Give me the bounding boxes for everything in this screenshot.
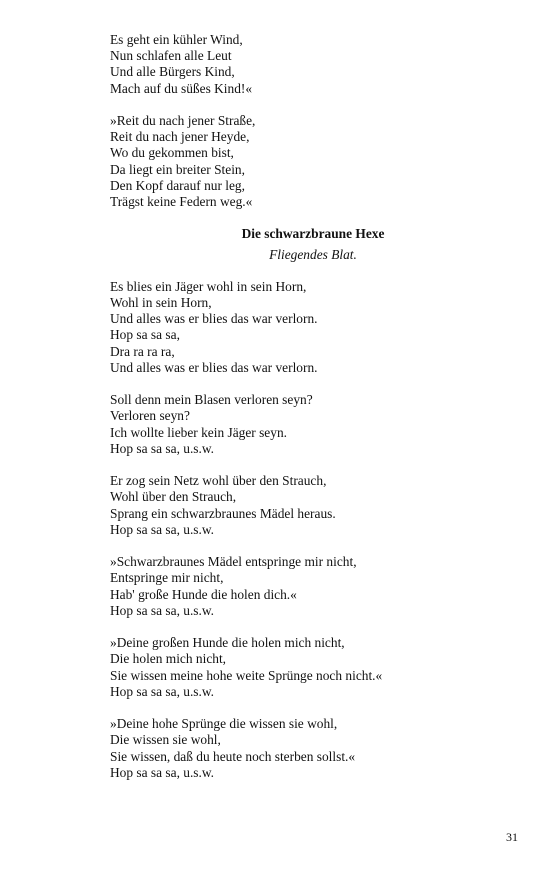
verse-line: Und alle Bürgers Kind, bbox=[110, 64, 235, 80]
verse-line: Hop sa sa sa, u.s.w. bbox=[110, 683, 215, 699]
verse-line: Reit du nach jener Heyde, bbox=[110, 129, 250, 145]
verse-line: Und alles was er blies das war verlorn. bbox=[110, 359, 318, 375]
verse-line: Nun schlafen alle Leut bbox=[110, 48, 232, 64]
stanza bbox=[110, 113, 520, 210]
page-number: 31 bbox=[506, 830, 518, 844]
stanza bbox=[110, 554, 520, 619]
verse-line: Hop sa sa sa, bbox=[110, 327, 180, 343]
verse-line: Ich wollte lieber kein Jäger seyn. bbox=[110, 424, 287, 440]
verse-line: Trägst keine Federn weg.« bbox=[110, 194, 253, 210]
verse-line: Die holen mich nicht, bbox=[110, 651, 227, 667]
verse-line: Sie wissen, daß du heute noch sterben sollst.« bbox=[110, 748, 356, 764]
top-stanzas bbox=[110, 32, 520, 210]
verse-line: Hop sa sa sa, u.s.w. bbox=[110, 602, 215, 618]
verse-line: »Deine großen Hunde die holen mich nicht, bbox=[110, 635, 345, 651]
verse-line: Wohl über den Strauch, bbox=[110, 489, 237, 505]
poem-body bbox=[110, 279, 520, 781]
verse-line: Verloren seyn? bbox=[110, 408, 190, 424]
verse-line: »Schwarzbraunes Mädel entspringe mir nicht, bbox=[110, 554, 357, 570]
verse-line: Sprang ein schwarzbraunes Mädel heraus. bbox=[110, 505, 336, 521]
verse-line: Soll denn mein Blasen verloren seyn? bbox=[110, 392, 313, 408]
verse-line: Sie wissen meine hohe weite Sprünge noch nicht.« bbox=[110, 667, 383, 683]
page-content bbox=[110, 32, 520, 797]
verse-line: Und alles was er blies das war verlorn. bbox=[110, 311, 318, 327]
verse-line: Entspringe mir nicht, bbox=[110, 570, 224, 586]
verse-line: Den Kopf darauf nur leg, bbox=[110, 177, 245, 193]
stanza bbox=[110, 473, 520, 538]
verse-line: Hop sa sa sa, u.s.w. bbox=[110, 521, 215, 537]
stanza bbox=[110, 32, 520, 97]
verse-line: Hab' große Hunde die holen dich.« bbox=[110, 586, 297, 602]
verse-line: Die wissen sie wohl, bbox=[110, 732, 221, 748]
stanza bbox=[110, 392, 520, 457]
verse-line: »Reit du nach jener Straße, bbox=[110, 113, 256, 128]
verse-line: Er zog sein Netz wohl über den Strauch, bbox=[110, 473, 327, 489]
verse-line: Dra ra ra ra, bbox=[110, 343, 175, 359]
verse-line: Mach auf du süßes Kind!« bbox=[110, 80, 253, 96]
verse-line: Es blies ein Jäger wohl in sein Horn, bbox=[110, 278, 307, 294]
verse-line: »Deine hohe Sprünge die wissen sie wohl, bbox=[110, 716, 338, 732]
verse-line: Hop sa sa sa, u.s.w. bbox=[110, 764, 215, 780]
poem-title: Die schwarzbraune Hexe bbox=[241, 226, 385, 242]
verse-line: Es geht ein kühler Wind, bbox=[110, 32, 243, 47]
stanza bbox=[110, 279, 520, 376]
poem-source: Fliegendes Blat. bbox=[269, 246, 357, 262]
stanza bbox=[110, 635, 520, 700]
stanza bbox=[110, 716, 520, 781]
verse-line: Hop sa sa sa, u.s.w. bbox=[110, 440, 215, 456]
verse-line: Wo du gekommen bist, bbox=[110, 145, 234, 161]
verse-line: Wohl in sein Horn, bbox=[110, 294, 212, 310]
verse-line: Da liegt ein breiter Stein, bbox=[110, 161, 245, 177]
